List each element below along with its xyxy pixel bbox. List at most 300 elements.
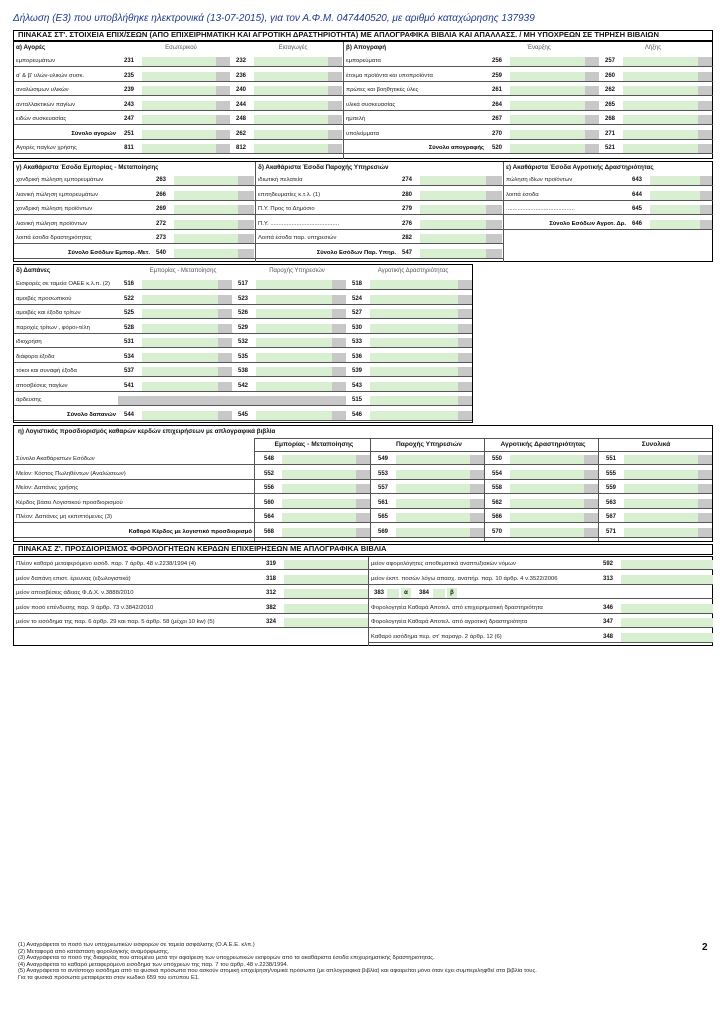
decimal-cell [356, 484, 370, 493]
field-code: 552 [258, 469, 280, 479]
input-field[interactable] [142, 353, 218, 362]
expense-row-label: αποσβέσεις παγίων [16, 382, 68, 389]
field-code: 592 [597, 559, 619, 569]
input-field[interactable] [256, 295, 332, 304]
input-field[interactable] [396, 499, 470, 508]
decimal-cell [238, 191, 254, 200]
decimal-cell [332, 338, 346, 347]
input-field[interactable] [282, 484, 356, 493]
field-code: 543 [346, 381, 368, 391]
input-field[interactable] [174, 220, 238, 229]
field-code: 533 [346, 337, 368, 347]
field-code: 279 [396, 204, 418, 214]
input-field[interactable] [142, 101, 216, 110]
input-field[interactable] [284, 575, 368, 584]
decimal-cell [458, 324, 472, 333]
decimal-cell [218, 338, 232, 347]
input-field[interactable] [623, 57, 698, 66]
input-field[interactable] [621, 633, 713, 642]
expenses-total-label: Σύνολο δαπανών [67, 411, 116, 418]
input-field[interactable] [174, 191, 238, 200]
input-field[interactable] [624, 528, 698, 537]
inventory-row-label: έτοιμα προϊόντα και υποπροϊόντα [346, 72, 433, 79]
net-profit-label: Καθαρό Κέρδος με λογιστικό προσδιορισμό [128, 528, 252, 535]
sec-g-title: γ) Ακαθάριστα Έσοδα Εμπορίας - Μεταποίησης [16, 164, 159, 171]
field-code: 383 [371, 588, 387, 598]
field-code: 558 [486, 483, 508, 493]
field-code: 568 [258, 527, 280, 537]
field-code: 276 [396, 219, 418, 229]
input-field[interactable] [510, 513, 584, 522]
field-code: 251 [118, 129, 140, 139]
input-field[interactable] [621, 604, 713, 613]
decimal-cell [470, 499, 484, 508]
field-code: 248 [230, 114, 252, 124]
input-field[interactable] [420, 205, 486, 214]
disabled-cell [118, 396, 232, 405]
field-code: 257 [599, 56, 621, 66]
sec-d-col2: Παροχής Υπηρεσιών [269, 268, 325, 274]
field-code: 313 [597, 574, 619, 584]
input-field[interactable] [284, 560, 368, 569]
decimal-cell [218, 353, 232, 362]
sec-h-col2: Παροχής Υπηρεσιών [396, 441, 462, 448]
input-field[interactable] [510, 115, 585, 124]
purchase-row-label: αναλώσιμων υλικών [16, 87, 69, 93]
decimal-cell [486, 220, 502, 229]
decimal-cell [238, 205, 254, 214]
decimal-cell [332, 295, 346, 304]
field-code: 274 [396, 175, 418, 185]
input-field[interactable] [624, 455, 698, 464]
field-code: 646 [626, 219, 648, 229]
decimal-cell [585, 130, 599, 139]
field-code: 382 [260, 603, 282, 613]
sec-h-col3: Αγροτικής Δραστηριότητας [500, 441, 586, 448]
revenue-row-label: λιανική πώληση εμπορευμάτων [16, 191, 99, 198]
decimal-cell [458, 382, 472, 391]
field-code: 523 [232, 294, 254, 304]
input-field[interactable] [650, 191, 700, 200]
decimal-cell [698, 86, 712, 95]
decimal-cell [700, 205, 712, 214]
sec-a-col1: Εσωτερικού [165, 45, 197, 51]
field-code: 526 [232, 308, 254, 318]
input-field[interactable] [387, 589, 399, 598]
field-code: 565 [372, 512, 394, 522]
input-field[interactable] [142, 295, 218, 304]
decimal-cell [218, 280, 232, 289]
input-field[interactable] [254, 72, 328, 81]
sec-d-col1: Εμπορίας - Μεταποίησης [149, 268, 217, 274]
decimal-cell [328, 101, 342, 110]
decimal-cell [470, 455, 484, 464]
input-field[interactable] [256, 353, 332, 362]
input-field[interactable] [370, 309, 458, 318]
input-field[interactable] [142, 115, 216, 124]
input-field[interactable] [254, 130, 328, 139]
decimal-cell [698, 499, 712, 508]
decimal-cell [216, 72, 230, 81]
field-code: 318 [260, 574, 282, 584]
purchase-row-label: ανταλλακτικών παγίων [16, 101, 76, 108]
input-field[interactable] [623, 130, 698, 139]
input-field[interactable] [174, 234, 238, 243]
decimal-cell [218, 382, 232, 391]
decimal-cell [218, 324, 232, 333]
sec-h-col1: Εμπορίας - Μεταποίησης [274, 441, 354, 448]
input-field[interactable] [624, 470, 698, 479]
field-code: 546 [346, 410, 368, 420]
footnote: (3) Αναγράφεται το ποσό της διαφοράς που απομένει μετά την αφαίρεση των υποχρεωτικών εισφορών από τα ακαθάριστα έσοδα επιχειρηματικής δραστηριότητας. [18, 955, 435, 962]
decimal-cell [218, 309, 232, 318]
field-code: 247 [118, 114, 140, 124]
field-code: 538 [232, 366, 254, 376]
input-field[interactable] [650, 220, 700, 229]
decimal-cell [698, 72, 712, 81]
input-field[interactable] [433, 589, 445, 598]
decimal-cell [698, 130, 712, 139]
input-field[interactable] [142, 130, 216, 139]
field-code: 518 [346, 279, 368, 289]
field-code: 263 [150, 175, 172, 185]
fixed-assets-label: Αγορές παγίων χρήσης [16, 145, 77, 151]
input-field[interactable] [510, 130, 585, 139]
input-field[interactable] [284, 589, 368, 598]
field-code: 522 [118, 294, 140, 304]
decimal-cell [332, 309, 346, 318]
input-field[interactable] [510, 101, 585, 110]
field-code: 554 [486, 469, 508, 479]
input-field[interactable] [623, 101, 698, 110]
input-field[interactable] [256, 367, 332, 376]
input-field[interactable] [142, 309, 218, 318]
input-field[interactable] [284, 618, 368, 627]
field-code: 557 [372, 483, 394, 493]
input-field[interactable] [510, 455, 584, 464]
input-field[interactable] [370, 280, 458, 289]
input-field[interactable] [396, 484, 470, 493]
expense-row-label: παροχές τρίτων , φόροι-τέλη [16, 324, 90, 331]
field-code: 537 [118, 366, 140, 376]
field-code: 319 [260, 559, 282, 569]
field-code: 536 [346, 352, 368, 362]
input-field[interactable] [282, 470, 356, 479]
profit-row-label: Μείον: Κόστος Πωληθέντων (Αναλώσεων) [16, 470, 126, 477]
field-code: 232 [230, 56, 252, 66]
input-field[interactable] [282, 455, 356, 464]
document-title: Δήλωση (Ε3) που υποβλήθηκε ηλεκτρονικά (13-07-2015), για τον Α.Φ.Μ. 047440520, με αριθμό καταχώρησης 137939 [13, 13, 535, 24]
field-code: 551 [600, 454, 622, 464]
decimal-cell [458, 367, 472, 376]
field-code: 271 [599, 129, 621, 139]
input-field[interactable] [370, 295, 458, 304]
input-field[interactable] [510, 72, 585, 81]
field-code: 266 [150, 190, 172, 200]
decimal-cell [332, 280, 346, 289]
revenue-total-label: Σύνολο Εσόδων Παρ. Υπηρ. [316, 249, 396, 256]
input-field[interactable] [284, 604, 368, 613]
field-code: 235 [118, 71, 140, 81]
input-field[interactable] [142, 72, 216, 81]
field-code: 563 [600, 498, 622, 508]
field-code: 569 [372, 527, 394, 537]
field-code: 273 [150, 233, 172, 243]
footnote: (2) Μεταφορά από κατάσταση φορολογικής αναμόρφωσης. [18, 948, 170, 955]
input-field[interactable] [282, 528, 356, 537]
field-code: 527 [346, 308, 368, 318]
section-taxable-profit [13, 556, 713, 646]
input-field[interactable] [254, 86, 328, 95]
input-field[interactable] [420, 234, 486, 243]
field-code: 261 [486, 85, 508, 95]
table-st-title: ΠΙΝΑΚΑΣ ΣΤ'. ΣΤΟΙΧΕΙΑ ΕΠΙΧ/ΣΕΩΝ (ΑΠΟ ΕΠΙΧΕΙΡΗΜΑΤΙΚΗ ΚΑΙ ΑΓΡΟΤΙΚΗ ΔΡΑΣΤΗΡΙΟΤΗΤΑ) ΜΕ ΑΠΛΟΓΡΑΦΙΚΑ ΒΙΒΛΙΑ ΚΑΙ ΑΠΑΛΛΑΣΣ. / ΜΗ ΥΠΟΧΡΕΩΝ ΣΕ ΤΗΡΗΣΗ ΒΙΒΛΙΩΝ [13, 30, 713, 41]
decimal-cell [356, 528, 370, 537]
sec-b-col2: Λήξης [644, 45, 662, 51]
field-code: 528 [118, 323, 140, 333]
table-z-title: ΠΙΝΑΚΑΣ Ζ'. ΠΡΟΣΔΙΟΡΙΣΜΟΣ ΦΟΡΟΛΟΓΗΤΕΩΝ ΚΕΡΔΩΝ ΕΠΙΧΕΙΡΗΣΕΩΝ ΜΕ ΑΠΛΟΓΡΑΦΙΚΑ ΒΙΒΛΙΑ [13, 544, 713, 555]
input-field[interactable] [256, 324, 332, 333]
decimal-cell [584, 470, 598, 479]
input-field[interactable] [510, 528, 584, 537]
input-field[interactable] [256, 338, 332, 347]
inventory-row-label: ημιτελή [346, 116, 366, 122]
profit-row-label: Πλέον: Δαπάνες μη εκπιπτόμενες (3) [16, 514, 112, 520]
input-field[interactable] [256, 411, 332, 420]
input-field[interactable] [650, 176, 700, 185]
input-field[interactable] [623, 115, 698, 124]
footnotes [18, 942, 688, 982]
decimal-cell [216, 144, 230, 153]
field-code: 267 [486, 114, 508, 124]
field-code: 262 [599, 85, 621, 95]
field-code: 244 [230, 100, 252, 110]
input-field[interactable] [174, 249, 238, 258]
section-profit [13, 425, 713, 542]
decimal-cell [486, 249, 502, 258]
field-code: 531 [118, 337, 140, 347]
input-field[interactable] [254, 101, 328, 110]
inventory-row-label: εμπορεύματα [346, 58, 381, 64]
decimal-cell [470, 470, 484, 479]
field-code: 545 [232, 410, 254, 420]
decimal-cell [700, 176, 712, 185]
decimal-cell [698, 101, 712, 110]
input-field[interactable] [396, 513, 470, 522]
decimal-cell [585, 57, 599, 66]
field-code: 384 [415, 588, 433, 598]
input-field[interactable] [624, 499, 698, 508]
decimal-cell [486, 205, 502, 214]
input-field[interactable] [142, 411, 218, 420]
input-field[interactable] [282, 513, 356, 522]
sec-d-title: δ) Δαπάνες [16, 267, 51, 274]
decimal-cell [332, 324, 346, 333]
decimal-cell [218, 411, 232, 420]
input-field[interactable] [142, 324, 218, 333]
field-code: 541 [118, 381, 140, 391]
field-code: 530 [346, 323, 368, 333]
input-field[interactable] [370, 353, 458, 362]
field-code: 240 [230, 85, 252, 95]
input-field[interactable] [256, 280, 332, 289]
field-code: 282 [396, 233, 418, 243]
field-code: 521 [599, 143, 621, 153]
input-field[interactable] [510, 499, 584, 508]
input-field[interactable] [254, 144, 328, 153]
field-code: 564 [258, 512, 280, 522]
field-code: 236 [230, 71, 252, 81]
input-field[interactable] [420, 191, 486, 200]
field-code: 644 [626, 190, 648, 200]
field-code: 553 [372, 469, 394, 479]
decimal-cell [332, 411, 346, 420]
input-field[interactable] [623, 144, 698, 153]
decimal-cell [698, 470, 712, 479]
decimal-cell [356, 499, 370, 508]
input-field[interactable] [624, 484, 698, 493]
tax-row-label: Φορολογητέα Καθαρά Αποτελ. από αγροτική δραστηριότητα [371, 619, 528, 625]
input-field[interactable] [142, 382, 218, 391]
field-code: 312 [260, 588, 282, 598]
input-field[interactable] [174, 176, 238, 185]
field-code: 268 [599, 114, 621, 124]
field-code: 239 [118, 85, 140, 95]
input-field[interactable] [142, 86, 216, 95]
input-field[interactable] [254, 57, 328, 66]
field-code: 560 [258, 498, 280, 508]
field-code: 270 [486, 129, 508, 139]
decimal-cell [458, 396, 472, 405]
decimal-cell [700, 191, 712, 200]
field-code: 559 [600, 483, 622, 493]
decimal-cell [698, 57, 712, 66]
field-code: 547 [396, 248, 418, 258]
input-field[interactable] [142, 280, 218, 289]
input-field[interactable] [396, 528, 470, 537]
decimal-cell [216, 57, 230, 66]
input-field[interactable] [396, 470, 470, 479]
decimal-cell [238, 220, 254, 229]
decimal-cell [356, 470, 370, 479]
input-field[interactable] [621, 575, 713, 584]
input-field[interactable] [396, 455, 470, 464]
input-field[interactable] [174, 205, 238, 214]
decimal-cell [216, 101, 230, 110]
decimal-cell [584, 513, 598, 522]
input-field[interactable] [623, 72, 698, 81]
tax-row-label: μείον δαπάνη επιστ. έρευνας (εξωλογιστικά) [16, 575, 131, 582]
input-field[interactable] [370, 382, 458, 391]
input-field[interactable] [510, 57, 585, 66]
field-code: 520 [486, 143, 508, 153]
input-field[interactable] [621, 618, 713, 627]
input-field[interactable] [370, 396, 458, 405]
input-field[interactable] [510, 86, 585, 95]
decimal-cell [328, 144, 342, 153]
input-field[interactable] [282, 499, 356, 508]
input-field[interactable] [510, 144, 585, 153]
expense-row-label: ιδιοχρήση [16, 339, 42, 345]
tax-row-label: μείον αποσβέσεις άδειας Φ.Δ.Χ. ν.3888/2010 [16, 590, 134, 596]
revenue-row-label: λοιπά έσοδα δραστηριότητας [16, 235, 92, 241]
inventory-row-label: υπολείμματα [346, 130, 380, 137]
footnote: Για τα φυσικά πρόσωπα μεταφέρεται στον κωδικό 659 του εντύπου Ε1. [18, 974, 200, 981]
field-code: 260 [599, 71, 621, 81]
input-field[interactable] [370, 367, 458, 376]
field-code: 525 [118, 308, 140, 318]
field-code: 524 [346, 294, 368, 304]
input-field[interactable] [370, 411, 458, 420]
field-code: 544 [118, 410, 140, 420]
field-code: 264 [486, 100, 508, 110]
input-field[interactable] [254, 115, 328, 124]
input-field[interactable] [142, 57, 216, 66]
input-field[interactable] [624, 513, 698, 522]
input-field[interactable] [623, 86, 698, 95]
disabled-cell [232, 396, 346, 405]
field-code: 516 [118, 279, 140, 289]
section-purchases-inventory [13, 41, 713, 159]
revenue-row-label: Λοιπά έσοδα παρ. υπηρεσιών [258, 235, 337, 241]
decimal-cell [585, 144, 599, 153]
input-field[interactable] [256, 382, 332, 391]
input-field[interactable] [142, 338, 218, 347]
decimal-cell [238, 249, 254, 258]
revenue-row-label: λιανική πώληση προϊόντων [16, 220, 88, 227]
input-field[interactable] [650, 205, 700, 214]
input-field[interactable] [370, 324, 458, 333]
revenue-row-label: επιτηδευματίες κ.τ.λ. (1) [258, 191, 321, 198]
field-code: 231 [118, 56, 140, 66]
sec-b-col1: Έναρξης [527, 45, 551, 51]
sec-d-col3: Αγροτικής Δραστηριότητας [377, 268, 449, 274]
input-field[interactable] [510, 470, 584, 479]
input-field[interactable] [510, 484, 584, 493]
field-code: 346 [597, 603, 619, 613]
decimal-cell [584, 499, 598, 508]
decimal-cell [698, 144, 712, 153]
input-field[interactable] [621, 560, 713, 569]
decimal-cell [584, 455, 598, 464]
decimal-cell [700, 220, 712, 229]
expense-row-label: διάφορα έξοδα [16, 353, 55, 360]
decimal-cell [486, 234, 502, 243]
decimal-cell [328, 57, 342, 66]
decimal-cell [585, 101, 599, 110]
tax-row-label: μείον αφορολόγητες αποθεματικά αναπτυξιακών νόμων [371, 561, 516, 567]
decimal-cell [356, 455, 370, 464]
decimal-cell [328, 130, 342, 139]
input-field[interactable] [420, 220, 486, 229]
input-field[interactable] [256, 309, 332, 318]
field-code: 643 [626, 175, 648, 185]
field-code: 243 [118, 100, 140, 110]
tax-row-label: μείον το εισόδημα της παρ. 6 άρθρ. 29 και παρ. 5 άρθρ. 58 (μέχρι 10 kw) (5) [16, 619, 215, 625]
input-field[interactable] [420, 249, 486, 258]
decimal-cell [218, 295, 232, 304]
input-field[interactable] [420, 176, 486, 185]
input-field[interactable] [142, 367, 218, 376]
revenue-row-label: ιδιωτική πελατεία [258, 177, 303, 183]
decimal-cell [458, 280, 472, 289]
input-field[interactable] [142, 144, 216, 153]
decimal-cell [470, 484, 484, 493]
inventory-row-label: υλικά συσκευασίας [346, 101, 396, 108]
decimal-cell [698, 484, 712, 493]
decimal-cell [238, 234, 254, 243]
input-field[interactable] [370, 338, 458, 347]
